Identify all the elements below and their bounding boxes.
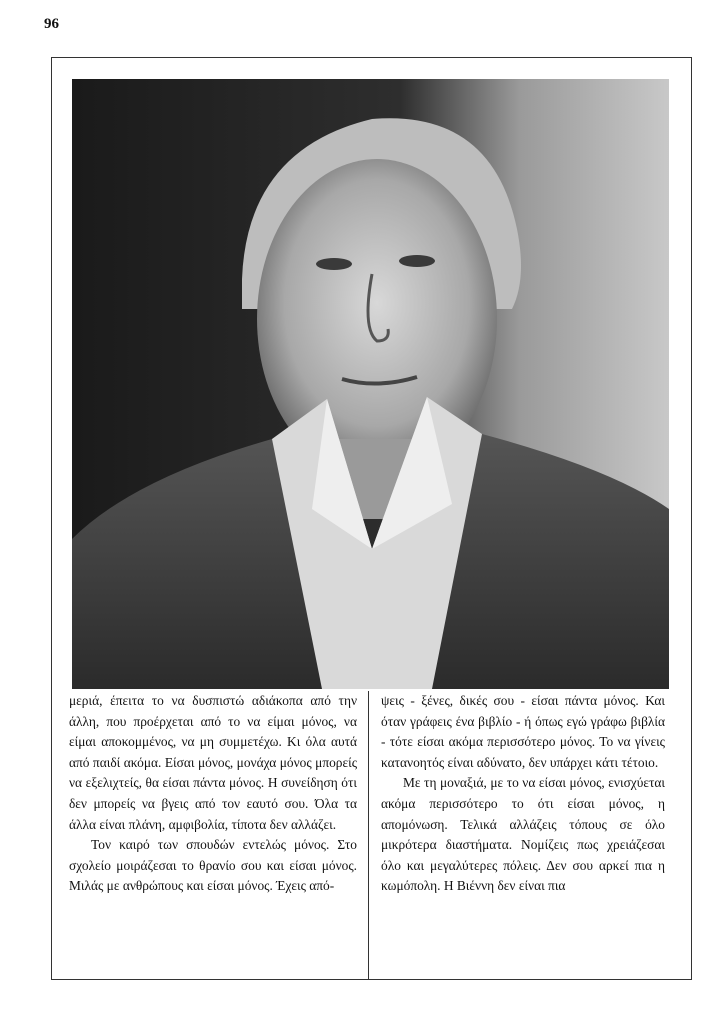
portrait-photo — [72, 79, 669, 689]
portrait-illustration — [72, 79, 669, 689]
left-paragraph-2: Τον καιρό των σπουδών εντελώς μόνος. Στο σχολείο μοιράζεσαι το θρανίο σου και είσαι μόνος. Μιλάς με ανθρώπους και είσαι μόνος. Έχεις από- — [69, 837, 357, 894]
text-column-right — [381, 691, 665, 897]
left-paragraph-1: μεριά, έπειτα το να δυσπιστώ αδιάκοπα από την άλλη, που προέρχεται από το να είμαι μόνος, να είμαι αποκομμένος, να μη συμμετέχω. Κι όλα αυτά από παιδί ακόμα. Είσαι μόνος, μονάχα μόνος μπορείς να εξελιχτείς, θα είσαι πάντα μόνος. Η συνείδηση ότι δεν μπορείς να βγεις από τον εαυτό σου. Όλα τα άλλα είναι πλάνη, αμφιβολία, τίποτα δεν αλλάζει. — [69, 693, 357, 832]
page-number: 96 — [44, 16, 59, 32]
right-paragraph-1: ψεις - ξένες, δικές σου - είσαι πάντα μόνος. Και όταν γράφεις ένα βιβλίο - ή όπως εγώ γράφω βιβλία - τότε είσαι ακόμα περισσότερο μόνος. Το να γίνεις κατανοητός είναι αδύνατο, δεν υπάρχει κάτι τέτοιο. — [381, 693, 665, 770]
column-divider — [368, 691, 369, 979]
text-column-left — [69, 691, 357, 897]
right-paragraph-2: Με τη μοναξιά, με το να είσαι μόνος, ενισχύεται ακόμα περισσότερο το ότι είσαι μόνος, η απομόνωση. Τελικά αλλάζεις τόπους σε όλο μικρότερα διαστήματα. Νομίζεις πως χρειάζεσαι όλο και μεγαλύτερες πόλεις. Δεν σου αρκεί πια η κωμόπολη. Η Βιέννη δεν είναι πια — [381, 775, 665, 894]
